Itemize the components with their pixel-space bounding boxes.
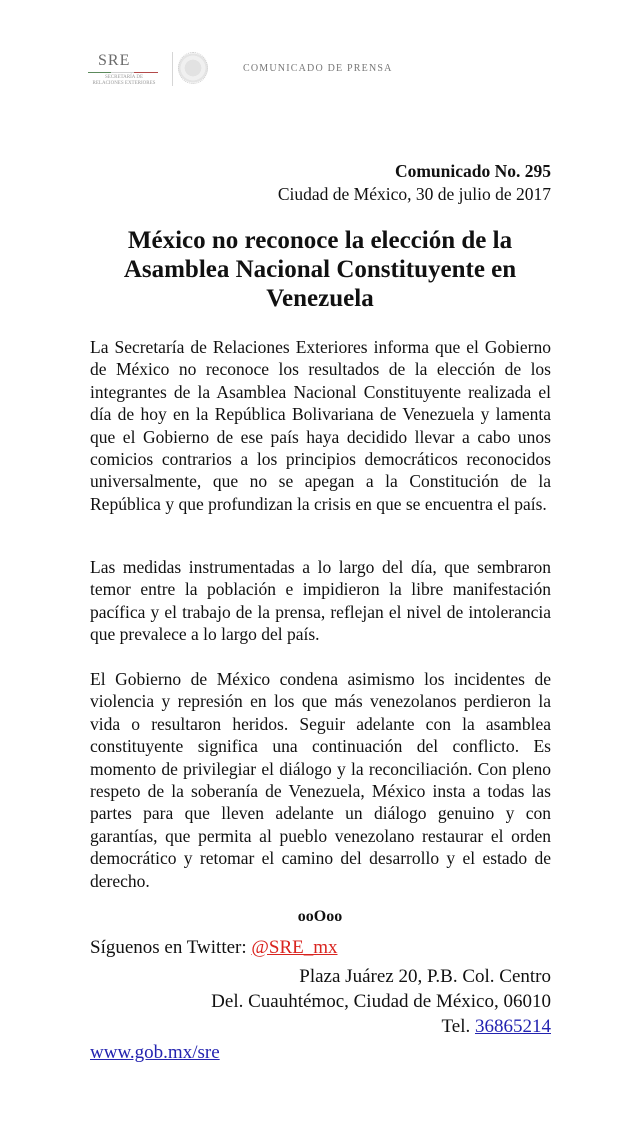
phone-label: Tel. (441, 1016, 475, 1037)
sre-logo-subtitle: SECRETARÍA DE RELACIONES EXTERIORES (92, 75, 156, 86)
letterhead (88, 48, 408, 92)
header-divider (172, 52, 173, 86)
sre-logo-text: SRE (98, 52, 131, 69)
press-release-label: COMUNICADO DE PRENSA (243, 63, 393, 74)
end-separator: ooOoo (297, 908, 343, 925)
release-place-date: Ciudad de México, 30 de julio de 2017 (277, 184, 551, 204)
address-line-1: Plaza Juárez 20, P.B. Col. Centro (299, 966, 551, 987)
follow-line (90, 936, 338, 960)
address-line-2: Del. Cuauhtémoc, Ciudad de México, 06010 (211, 991, 551, 1012)
phone-link[interactable]: 36865214 (475, 1016, 551, 1037)
sre-logo (88, 48, 158, 92)
twitter-link[interactable]: @SRE_mx (251, 937, 338, 958)
paragraph-2: Las medidas instrumentadas a lo largo del día, que sembraron temor entre la población e impidieron la libre manifestación pacífica y el trabajo de la prensa, reflejan el nivel de intolerancia que prevalece a lo largo del país. (90, 557, 551, 645)
address-block (211, 964, 551, 1039)
tricolor-line (88, 72, 158, 73)
website-link[interactable]: www.gob.mx/sre (90, 1042, 220, 1063)
national-seal-icon (178, 52, 208, 84)
release-title: México no reconoce la elección de la Asamblea Nacional Constituyente en Venezuela (123, 227, 517, 312)
release-meta (278, 160, 551, 206)
phone-line (211, 1014, 551, 1039)
paragraph-1: La Secretaría de Relaciones Exteriores informa que el Gobierno de México no reconoce los resultados de la elección de los integrantes de la Asamblea Nacional Constituyente realizada el día de hoy en la República Bolivariana de Venezuela y lamenta que el Gobierno de ese país haya decidido llevar a cabo unos comicios contrarios a los principios democráticos reconocidos universalmente, que no se apegan a la Constitución de la República y que profundizan la crisis en que se encuentra el país. (90, 337, 551, 514)
paragraph-3: El Gobierno de México condena asimismo los incidentes de violencia y represión en los que más venezolanos perdieron la vida o resultaron heridos. Seguir adelante con la asamblea constituyente significa una continuación del conflicto. Es momento de privilegiar el diálogo y la reconciliación. Con pleno respeto de la soberanía de Venezuela, México insta a todas las partes para que lleven adelante un diálogo genuino y con garantías, que permita al pueblo venezolano restaurar el orden democrático y retomar el camino del desarrollo y el estado de derecho. (90, 669, 551, 891)
release-number: Comunicado No. 295 (394, 161, 551, 181)
follow-label: Síguenos en Twitter: (90, 937, 252, 958)
